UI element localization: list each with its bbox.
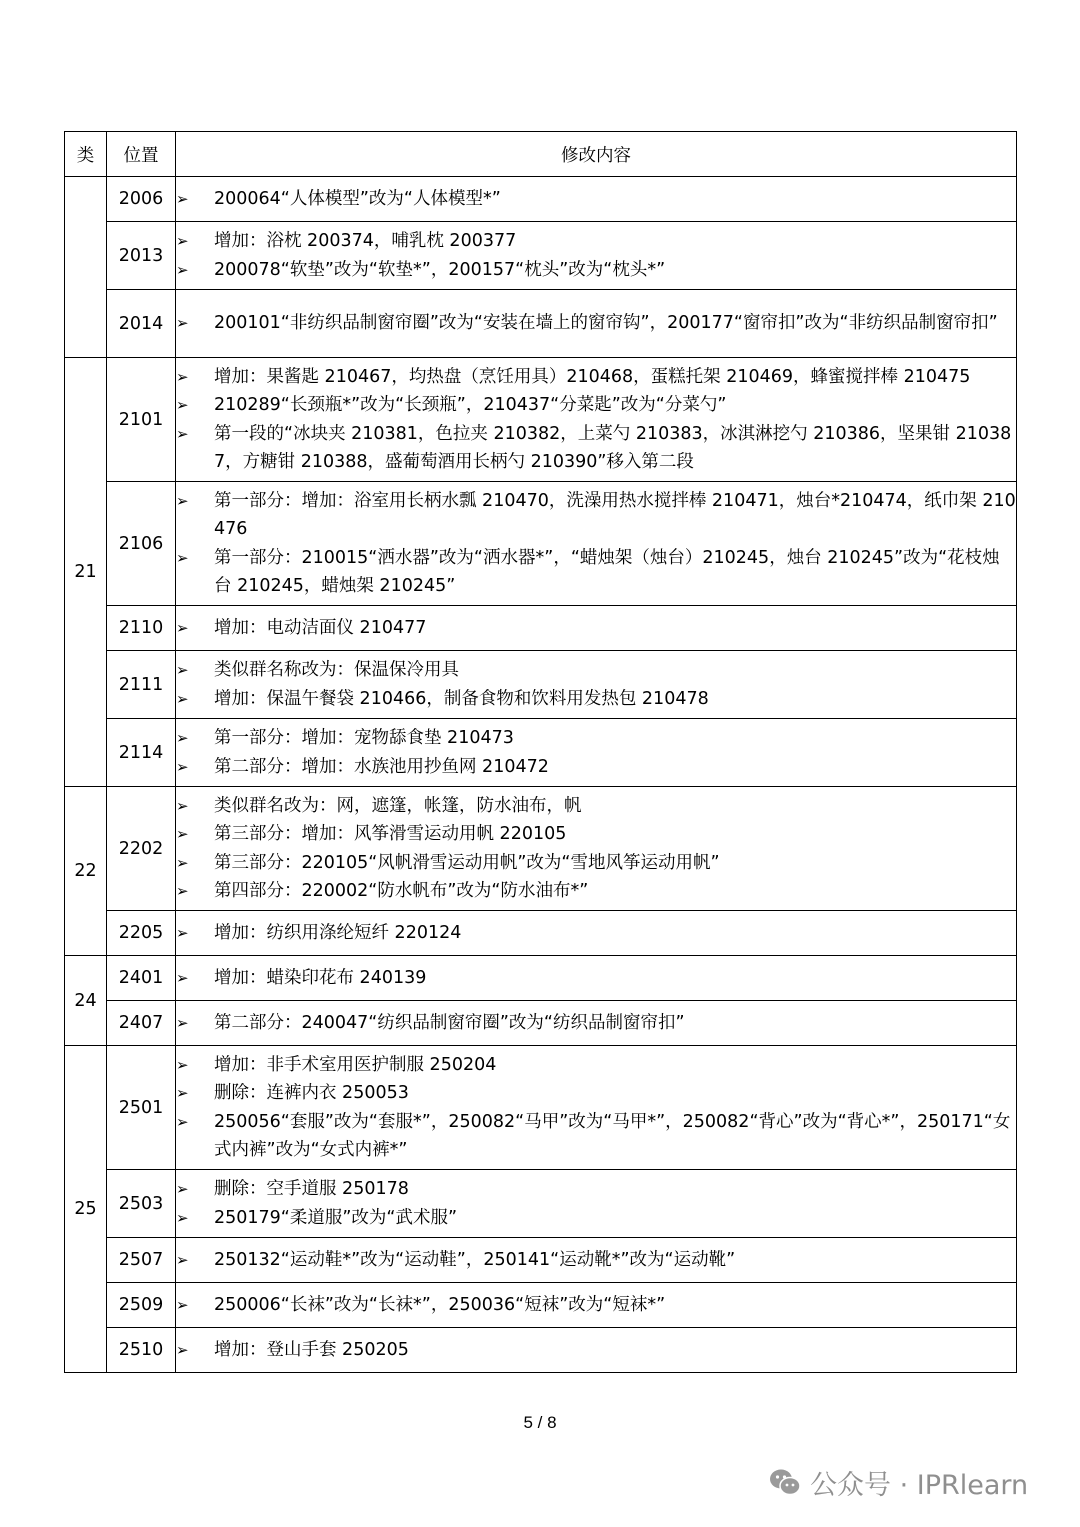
list-item <box>176 1108 1016 1165</box>
change-text: 类似群名称改为：保温保冷用具 <box>214 660 459 681</box>
arrow-bullet-icon: ➢ <box>176 796 189 815</box>
change-text: 增加：果酱匙 210467，均热盘（烹饪用具）210468，蛋糕托架 210469，蜂蜜搅拌棒 210475 <box>214 366 971 387</box>
position-cell: 2106 <box>107 482 176 606</box>
list-item <box>176 1246 1016 1274</box>
change-text: 250006“长袜”改为“长袜*”，250036“短袜”改为“短袜*” <box>214 1294 666 1315</box>
arrow-bullet-icon: ➢ <box>176 424 189 443</box>
change-text: 250179“柔道服”改为“武术服” <box>214 1207 458 1228</box>
arrow-bullet-icon: ➢ <box>176 1013 189 1032</box>
table-row <box>65 358 1017 482</box>
arrow-bullet-icon: ➢ <box>176 548 189 567</box>
arrow-bullet-icon: ➢ <box>176 661 189 680</box>
position-cell: 2110 <box>107 606 176 651</box>
table-row <box>65 1328 1017 1373</box>
table-row <box>65 290 1017 358</box>
content-cell <box>176 1238 1017 1283</box>
position-cell: 2006 <box>107 177 176 222</box>
content-cell <box>176 222 1017 290</box>
arrow-bullet-icon: ➢ <box>176 1295 189 1314</box>
change-text: 210289“长颈瓶*”改为“长颈瓶”，210437“分菜匙”改为“分菜勺” <box>214 395 727 416</box>
position-cell: 2407 <box>107 1001 176 1046</box>
position-cell: 2509 <box>107 1283 176 1328</box>
change-text: 第一部分：增加：浴室用长柄水瓢 210470，洗澡用热水搅拌棒 210471，烛台*210474，纸巾架 210476 <box>214 490 1016 540</box>
list-item <box>176 820 1016 848</box>
arrow-bullet-icon: ➢ <box>176 729 189 748</box>
content-cell <box>176 651 1017 719</box>
position-cell: 2503 <box>107 1170 176 1238</box>
table-row <box>65 1170 1017 1238</box>
position-cell: 2507 <box>107 1238 176 1283</box>
class-cell: 24 <box>65 956 107 1046</box>
change-text: 删除：连裤内衣 250053 <box>214 1083 409 1104</box>
change-text: 第三部分：220105“风帆滑雪运动用帆”改为“雪地风筝运动用帆” <box>214 852 720 873</box>
list-item <box>176 849 1016 877</box>
list-item <box>176 1175 1016 1203</box>
position-cell: 2202 <box>107 787 176 911</box>
change-text: 200101“非纺织品制窗帘圈”改为“安装在墙上的窗帘钩”，200177“窗帘扣”改为“非纺织品制窗帘扣” <box>214 313 998 334</box>
content-cell <box>176 787 1017 911</box>
change-text: 删除：空手道服 250178 <box>214 1179 409 1200</box>
arrow-bullet-icon: ➢ <box>176 1180 189 1199</box>
arrow-bullet-icon: ➢ <box>176 881 189 900</box>
list-item <box>176 1336 1016 1364</box>
table-row <box>65 787 1017 911</box>
position-cell: 2401 <box>107 956 176 1001</box>
arrow-bullet-icon: ➢ <box>176 923 189 942</box>
position-cell: 2205 <box>107 911 176 956</box>
table-row <box>65 606 1017 651</box>
change-text: 第二部分：240047“纺织品制窗帘圈”改为“纺织品制窗帘扣” <box>214 1012 685 1033</box>
change-text: 增加：登山手套 250205 <box>214 1339 409 1360</box>
list-item <box>176 1009 1016 1037</box>
content-cell <box>176 1283 1017 1328</box>
list-item <box>176 614 1016 642</box>
table-row <box>65 1046 1017 1170</box>
arrow-bullet-icon: ➢ <box>176 757 189 776</box>
change-text: 增加：非手术室用医护制服 250204 <box>214 1054 497 1075</box>
change-text: 增加：纺织用涤纶短纤 220124 <box>214 922 462 943</box>
table-row <box>65 651 1017 719</box>
table-row <box>65 1283 1017 1328</box>
position-cell: 2101 <box>107 358 176 482</box>
table-row <box>65 956 1017 1001</box>
arrow-bullet-icon: ➢ <box>176 260 189 279</box>
list-item <box>176 724 1016 752</box>
list-item <box>176 391 1016 419</box>
list-item <box>176 964 1016 992</box>
content-cell <box>176 956 1017 1001</box>
position-cell: 2510 <box>107 1328 176 1373</box>
list-item <box>176 420 1016 477</box>
table-row <box>65 911 1017 956</box>
position-cell: 2013 <box>107 222 176 290</box>
arrow-bullet-icon: ➢ <box>176 1055 189 1074</box>
table-body <box>65 177 1017 1373</box>
class-cell: 22 <box>65 787 107 956</box>
page-number: 5 / 8 <box>523 1413 557 1432</box>
header-position: 位置 <box>107 132 176 177</box>
position-cell: 2114 <box>107 719 176 787</box>
wechat-icon <box>768 1466 802 1500</box>
change-text: 第一部分：增加：宠物舔食垫 210473 <box>214 728 514 749</box>
change-text: 200064“人体模型”改为“人体模型*” <box>214 188 501 209</box>
change-text: 第三部分：增加：风筝滑雪运动用帆 220105 <box>214 824 567 845</box>
list-item <box>176 685 1016 713</box>
table-row <box>65 1001 1017 1046</box>
change-text: 200078“软垫”改为“软垫*”，200157“枕头”改为“枕头*” <box>214 259 666 280</box>
content-cell <box>176 358 1017 482</box>
list-item <box>176 544 1016 601</box>
arrow-bullet-icon: ➢ <box>176 1208 189 1227</box>
list-item <box>176 1291 1016 1319</box>
change-text: 增加：电动洁面仪 210477 <box>214 617 427 638</box>
arrow-bullet-icon: ➢ <box>176 491 189 510</box>
list-item <box>176 877 1016 905</box>
change-text: 增加：浴枕 200374，哺乳枕 200377 <box>214 231 517 252</box>
arrow-bullet-icon: ➢ <box>176 825 189 844</box>
list-item <box>176 656 1016 684</box>
content-cell <box>176 1001 1017 1046</box>
arrow-bullet-icon: ➢ <box>176 314 189 333</box>
header-row <box>65 132 1017 177</box>
list-item <box>176 792 1016 820</box>
arrow-bullet-icon: ➢ <box>176 1112 189 1131</box>
arrow-bullet-icon: ➢ <box>176 618 189 637</box>
arrow-bullet-icon: ➢ <box>176 1250 189 1269</box>
position-cell: 2501 <box>107 1046 176 1170</box>
header-content: 修改内容 <box>176 132 1017 177</box>
table-row <box>65 719 1017 787</box>
list-item <box>176 487 1016 544</box>
list-item <box>176 1051 1016 1079</box>
content-cell <box>176 482 1017 606</box>
list-item <box>176 919 1016 947</box>
content-cell <box>176 719 1017 787</box>
list-item <box>176 185 1016 213</box>
list-item <box>176 309 1016 337</box>
content-cell <box>176 911 1017 956</box>
position-cell: 2111 <box>107 651 176 719</box>
list-item <box>176 227 1016 255</box>
watermark-text: 公众号 · IPRlearn <box>810 1470 1029 1501</box>
change-text: 第一部分：210015“洒水器”改为“洒水器*”，“蜡烛架（烛台）210245，烛台 210245”改为“花枝烛台 210245，蜡烛架 210245” <box>214 547 1000 596</box>
table-row <box>65 222 1017 290</box>
list-item <box>176 1079 1016 1107</box>
change-text: 250056“套服”改为“套服*”，250082“马甲”改为“马甲*”，250082“背心”改为“背心*”，250171“女式内裤”改为“女式内裤*” <box>214 1111 1011 1160</box>
arrow-bullet-icon: ➢ <box>176 189 189 208</box>
arrow-bullet-icon: ➢ <box>176 968 189 987</box>
content-cell <box>176 290 1017 358</box>
content-cell <box>176 606 1017 651</box>
class-cell: 25 <box>65 1046 107 1373</box>
watermark <box>768 1463 1028 1502</box>
content-cell <box>176 177 1017 222</box>
change-text: 增加：保温午餐袋 210466，制备食物和饮料用发热包 210478 <box>214 688 709 709</box>
class-cell: 21 <box>65 358 107 787</box>
change-text: 增加：蜡染印花布 240139 <box>214 967 427 988</box>
change-text: 第二部分：增加：水族池用抄鱼网 210472 <box>214 756 549 777</box>
table-row <box>65 482 1017 606</box>
list-item <box>176 753 1016 781</box>
content-cell <box>176 1328 1017 1373</box>
arrow-bullet-icon: ➢ <box>176 689 189 708</box>
arrow-bullet-icon: ➢ <box>176 232 189 251</box>
arrow-bullet-icon: ➢ <box>176 396 189 415</box>
header-class: 类 <box>65 132 107 177</box>
arrow-bullet-icon: ➢ <box>176 853 189 872</box>
position-cell: 2014 <box>107 290 176 358</box>
list-item <box>176 363 1016 391</box>
change-text: 250132“运动鞋*”改为“运动鞋”，250141“运动靴*”改为“运动靴” <box>214 1249 736 1270</box>
arrow-bullet-icon: ➢ <box>176 1084 189 1103</box>
table-row <box>65 177 1017 222</box>
list-item <box>176 256 1016 284</box>
arrow-bullet-icon: ➢ <box>176 367 189 386</box>
list-item <box>176 1204 1016 1232</box>
change-text: 第一段的“冰块夹 210381，色拉夹 210382，上菜勺 210383，冰淇淋挖勺 210386，坚果钳 210387，方糖钳 210388，盛葡萄酒用长柄勺 210390”移入第二段 <box>214 423 1012 472</box>
change-text: 类似群名改为：网，遮篷，帐篷，防水油布，帆 <box>214 795 582 816</box>
change-text: 第四部分：220002“防水帆布”改为“防水油布*” <box>214 880 589 901</box>
content-cell <box>176 1046 1017 1170</box>
arrow-bullet-icon: ➢ <box>176 1340 189 1359</box>
class-cell <box>65 177 107 358</box>
table-row <box>65 1238 1017 1283</box>
amendment-table <box>64 131 1017 1373</box>
content-cell <box>176 1170 1017 1238</box>
